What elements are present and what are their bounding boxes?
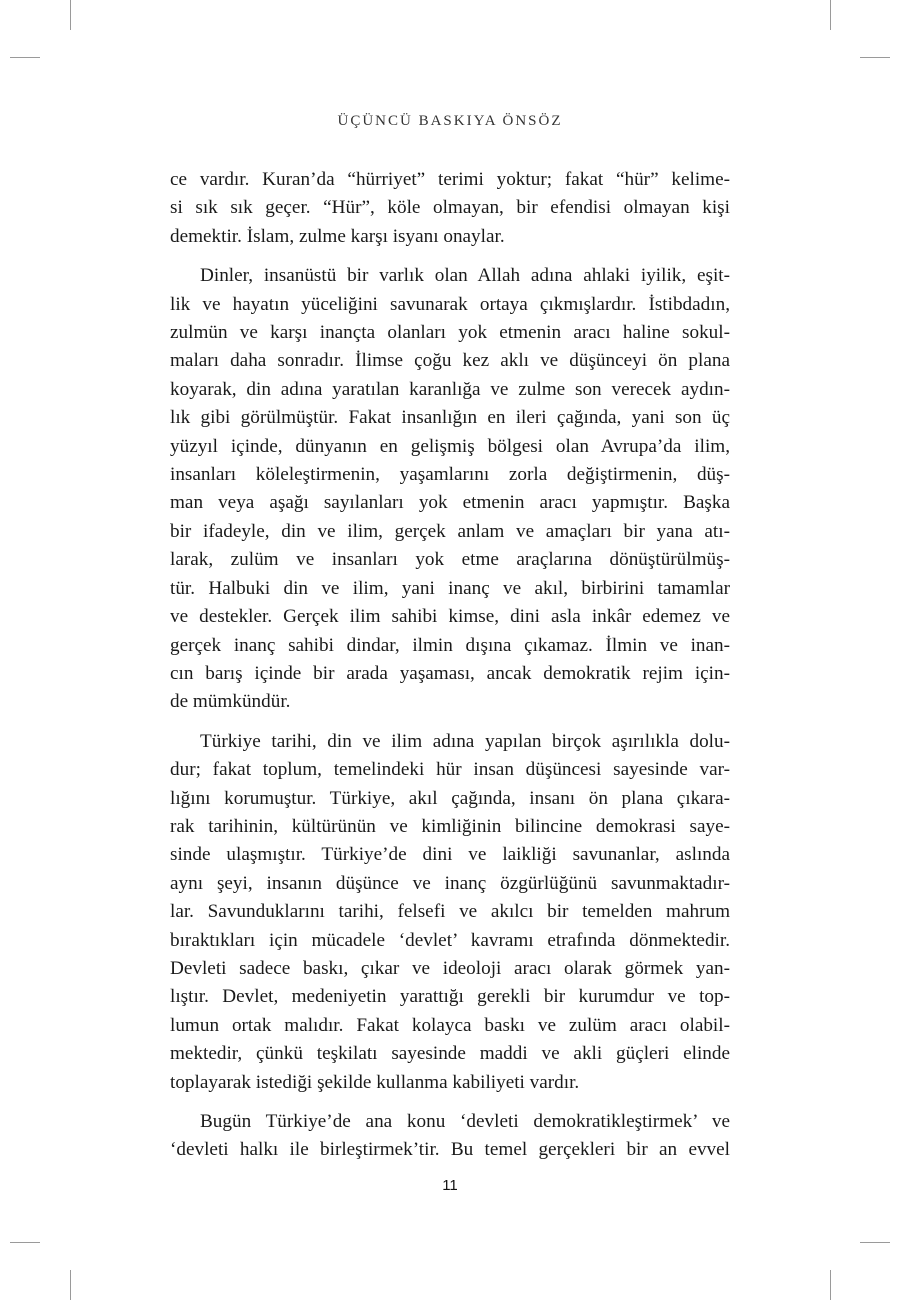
text-line: dur; fakat toplum, temelindeki hür insan düşüncesi sayesinde var- xyxy=(170,759,730,781)
paragraph xyxy=(170,1108,730,1165)
text-line: Bugün Türkiye’de ana konu ‘devleti demokratikleştirmek’ ve xyxy=(200,1111,730,1132)
text-line: yüzyıl içinde, dünyanın en gelişmiş bölgesi olan Avrupa’da ilim, xyxy=(170,435,730,457)
text-line: aynı şeyi, insanın düşünce ve inanç özgürlüğünü savunmaktadır- xyxy=(170,872,730,894)
text-line: lumun ortak malıdır. Fakat kolayca baskı ve zulüm aracı olabil- xyxy=(170,1014,730,1036)
crop-mark-right-bottom xyxy=(860,1242,890,1243)
text-line: lıştır. Devlet, medeniyetin yarattığı gerekli bir kurumdur ve top- xyxy=(170,986,730,1008)
crop-mark-bottom-left xyxy=(70,1270,71,1300)
text-line: Dinler, insanüstü bir varlık olan Allah adına ahlaki iyilik, eşit- xyxy=(200,265,730,287)
text-line: ‘devleti halkı ile birleştirmek’tir. Bu temel gerçekleri bir an evvel xyxy=(170,1139,730,1161)
crop-mark-top-right xyxy=(830,0,831,30)
text-line: koyarak, din adına yaratılan karanlığa ve zulme son verecek aydın- xyxy=(170,378,730,400)
text-line: insanları köleleştirmenin, yaşamlarını zorla değiştirmenin, düş- xyxy=(170,464,730,486)
page-number: 11 xyxy=(442,1177,458,1194)
running-head: ÜÇÜNCÜ BASKIYA ÖNSÖZ xyxy=(337,113,563,129)
crop-mark-bottom-right xyxy=(830,1270,831,1300)
text-line: man veya aşağı sayılanları yok etmenin aracı yapmıştır. Başka xyxy=(170,492,730,514)
text-line: rak tarihinin, kültürünün ve kimliğinin bilincine demokrasi saye- xyxy=(170,815,730,837)
text-line: ce vardır. Kuran’da “hürriyet” terimi yoktur; fakat “hür” kelime- xyxy=(170,169,730,190)
text-line: Türkiye tarihi, din ve ilim adına yapılan birçok aşırılıkla dolu- xyxy=(200,730,730,752)
text-line: ve destekler. Gerçek ilim sahibi kimse, dini asla inkâr edemez ve xyxy=(170,606,730,628)
crop-mark-right-top xyxy=(860,57,890,58)
text-line: zulmün ve karşı inançta olanları yok etmenin aracı haline sokul- xyxy=(170,322,730,344)
text-line: bıraktıkları için mücadele ‘devlet’ kavramı etrafında dönmektedir. xyxy=(170,929,730,951)
text-line: si sık sık geçer. “Hür”, köle olmayan, bir efendisi olmayan kişi xyxy=(170,197,730,219)
paragraph xyxy=(170,262,730,717)
text-line: lar. Savunduklarını tarihi, felsefi ve akılcı bir temelden mahrum xyxy=(170,901,730,923)
text-line: demektir. İslam, zulme karşı isyanı onaylar. xyxy=(170,225,505,247)
text-line: sinde ulaşmıştır. Türkiye’de dini ve laikliği savunanlar, aslında xyxy=(170,844,730,866)
paragraph xyxy=(170,166,730,251)
crop-mark-top-left xyxy=(70,0,71,30)
text-line: lığını korumuştur. Türkiye, akıl çağında, insanı ön plana çıkara- xyxy=(170,787,730,809)
text-line: maları daha sonradır. İlimse çoğu kez aklı ve düşünceyi ön plana xyxy=(170,350,730,372)
crop-mark-left-top xyxy=(10,57,40,58)
text-line: larak, zulüm ve insanları yok etme araçlarına dönüştürülmüş- xyxy=(170,549,730,571)
text-line: lık gibi görülmüştür. Fakat insanlığın en ileri çağında, yani son üç xyxy=(170,407,730,429)
text-line: bir ifadeyle, din ve ilim, gerçek anlam ve amaçları bir yana atı- xyxy=(170,520,730,542)
crop-mark-left-bottom xyxy=(10,1242,40,1243)
text-line: Devleti sadece baskı, çıkar ve ideoloji aracı olarak görmek yan- xyxy=(170,957,730,979)
text-line: de mümkündür. xyxy=(170,691,291,713)
text-line: lik ve hayatın yüceliğini savunarak ortaya çıkmışlardır. İstibdadın, xyxy=(170,293,730,315)
body-text xyxy=(170,166,730,1176)
text-line: toplayarak istediği şekilde kullanma kabiliyeti vardır. xyxy=(170,1071,580,1093)
text-line: tür. Halbuki din ve ilim, yani inanç ve akıl, birbirini tamamlar xyxy=(170,577,730,599)
paragraph xyxy=(170,728,730,1097)
text-line: cın barış içinde bir arada yaşaması, ancak demokratik rejim için- xyxy=(170,662,730,684)
text-line: mektedir, çünkü teşkilatı sayesinde maddi ve akli güçleri elinde xyxy=(170,1043,730,1065)
text-line: gerçek inanç sahibi dindar, ilmin dışına çıkamaz. İlmin ve inan- xyxy=(170,634,730,656)
